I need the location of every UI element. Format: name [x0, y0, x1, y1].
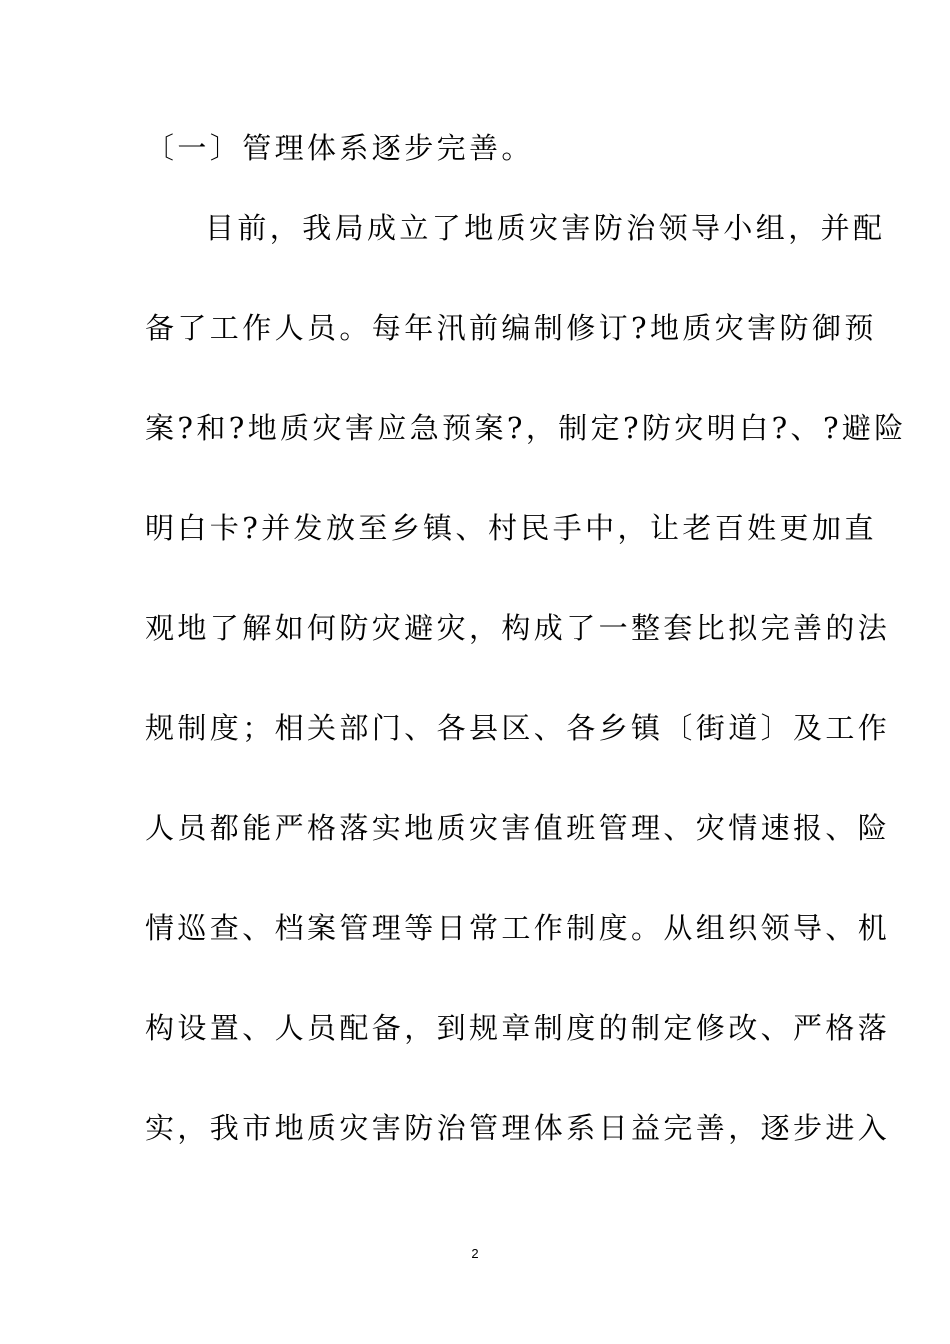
paragraph-line: 观地了解如何防灾避灾，构成了一整套比拟完善的法: [145, 611, 891, 645]
paragraph-line: 案?和?地质灾害应急预案?，制定?防灾明白?、?避险: [145, 411, 907, 445]
paragraph-line: 构设置、人员配备，到规章制度的制定修改、严格落: [145, 1011, 891, 1045]
page-number: 2: [471, 1246, 479, 1261]
paragraph-line: 人员都能严格落实地质灾害值班管理、灾情速报、险: [145, 811, 891, 845]
paragraph-line: 备了工作人员。每年汛前编制修订?地质灾害防御预: [145, 311, 877, 345]
paragraph-line: 目前，我局成立了地质灾害防治领导小组，并配: [205, 211, 886, 245]
paragraph-line: 实，我市地质灾害防治管理体系日益完善，逐步进入: [145, 1111, 891, 1145]
section-heading: 〔一〕管理体系逐步完善。: [145, 131, 534, 165]
paragraph-line: 规制度；相关部门、各县区、各乡镇〔街道〕及工作: [145, 711, 891, 745]
paragraph-line: 情巡查、档案管理等日常工作制度。从组织领导、机: [145, 911, 891, 945]
paragraph-line: 明白卡?并发放至乡镇、村民手中，让老百姓更加直: [145, 511, 877, 545]
